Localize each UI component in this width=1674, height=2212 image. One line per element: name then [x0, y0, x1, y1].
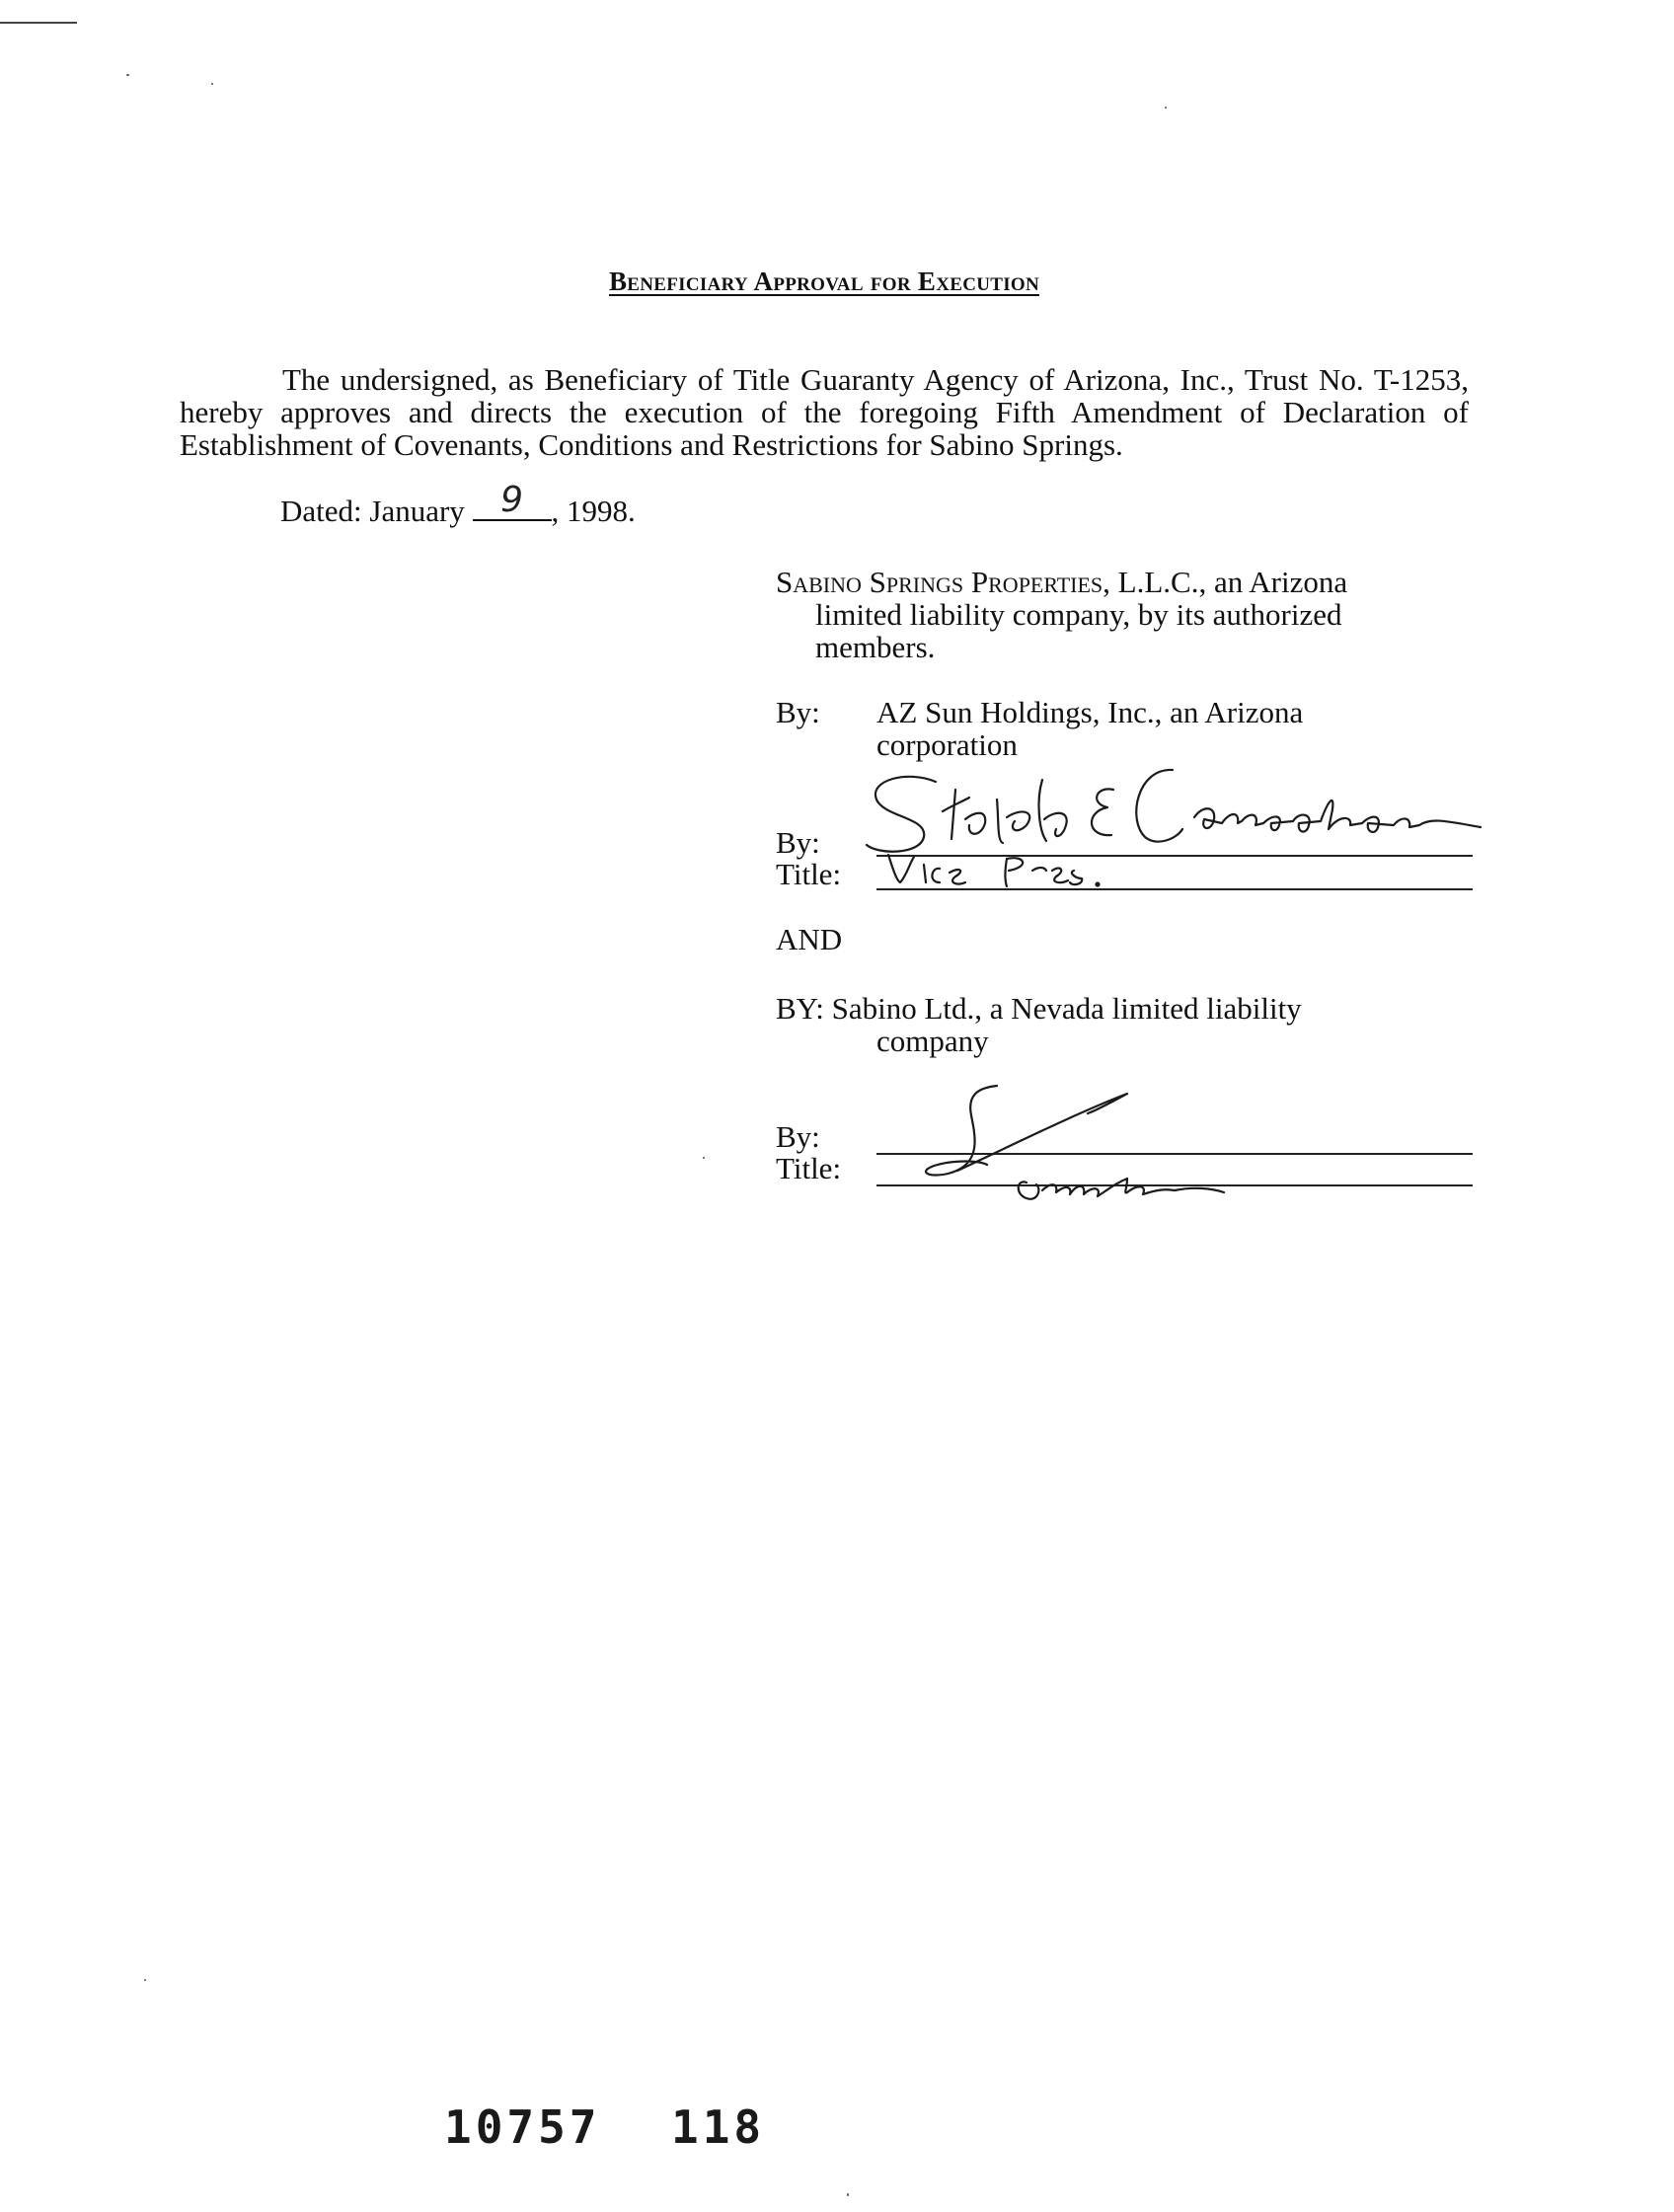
scan-mark	[0, 22, 77, 24]
dated-suffix: , 1998.	[551, 494, 636, 528]
first-sig-by-label: By:	[776, 825, 820, 860]
dated-day-handwritten: 9	[500, 480, 523, 520]
first-by-entity	[876, 696, 1303, 761]
first-by-label: By:	[776, 695, 820, 729]
recording-stamp-number: 10757	[444, 2100, 601, 2154]
scan-speck	[1165, 107, 1167, 109]
dated-prefix: Dated: January	[280, 494, 465, 528]
first-signature-handwriting	[849, 760, 1520, 908]
approval-paragraph: The undersigned, as Beneficiary of Title Guaranty Agency of Arizona, Inc., Trust No. T-1253, hereby approves and directs the execution of the foregoing Fifth Amendment of Declaration of Establishment of Covenants, Conditions and Restrictions for Sabino Springs.	[180, 362, 1469, 462]
company-line-2: limited liability company, by its authorized	[815, 597, 1342, 632]
second-sig-title-label: Title:	[776, 1151, 842, 1185]
scan-speck	[703, 1157, 705, 1159]
second-sig-title-handwritten-text	[1017, 1161, 1020, 1162]
second-by-line-2: company	[876, 1024, 989, 1058]
scan-speck	[847, 2193, 849, 2196]
scan-speck	[144, 1979, 146, 1981]
scan-speck	[126, 74, 129, 76]
company-name: Sabino Springs Properties	[776, 565, 1103, 599]
company-line-1	[776, 566, 1347, 598]
dated-day-blank	[473, 480, 552, 521]
document-heading: Beneficiary Approval for Execution	[608, 267, 1040, 296]
recording-stamp-page: 118	[671, 2100, 766, 2154]
and-label: AND	[776, 922, 843, 956]
company-block	[776, 566, 1347, 663]
first-by-entity-line-2: corporation	[876, 727, 1018, 762]
first-sig-title-handwritten-text	[893, 855, 897, 856]
second-sig-by-label: By:	[776, 1119, 820, 1154]
company-line-3: members.	[815, 630, 936, 664]
second-by-block	[776, 992, 1302, 1057]
first-sig-title-label: Title:	[776, 857, 842, 891]
dated-line	[280, 480, 636, 529]
scan-speck	[211, 83, 213, 85]
first-by-entity-line-1: AZ Sun Holdings, Inc., an Arizona	[876, 695, 1304, 729]
second-by-line-1: BY: Sabino Ltd., a Nevada limited liability	[776, 991, 1302, 1026]
second-signature-handwriting	[869, 1076, 1303, 1204]
company-name-rest: , L.L.C., an Arizona	[1103, 565, 1348, 599]
